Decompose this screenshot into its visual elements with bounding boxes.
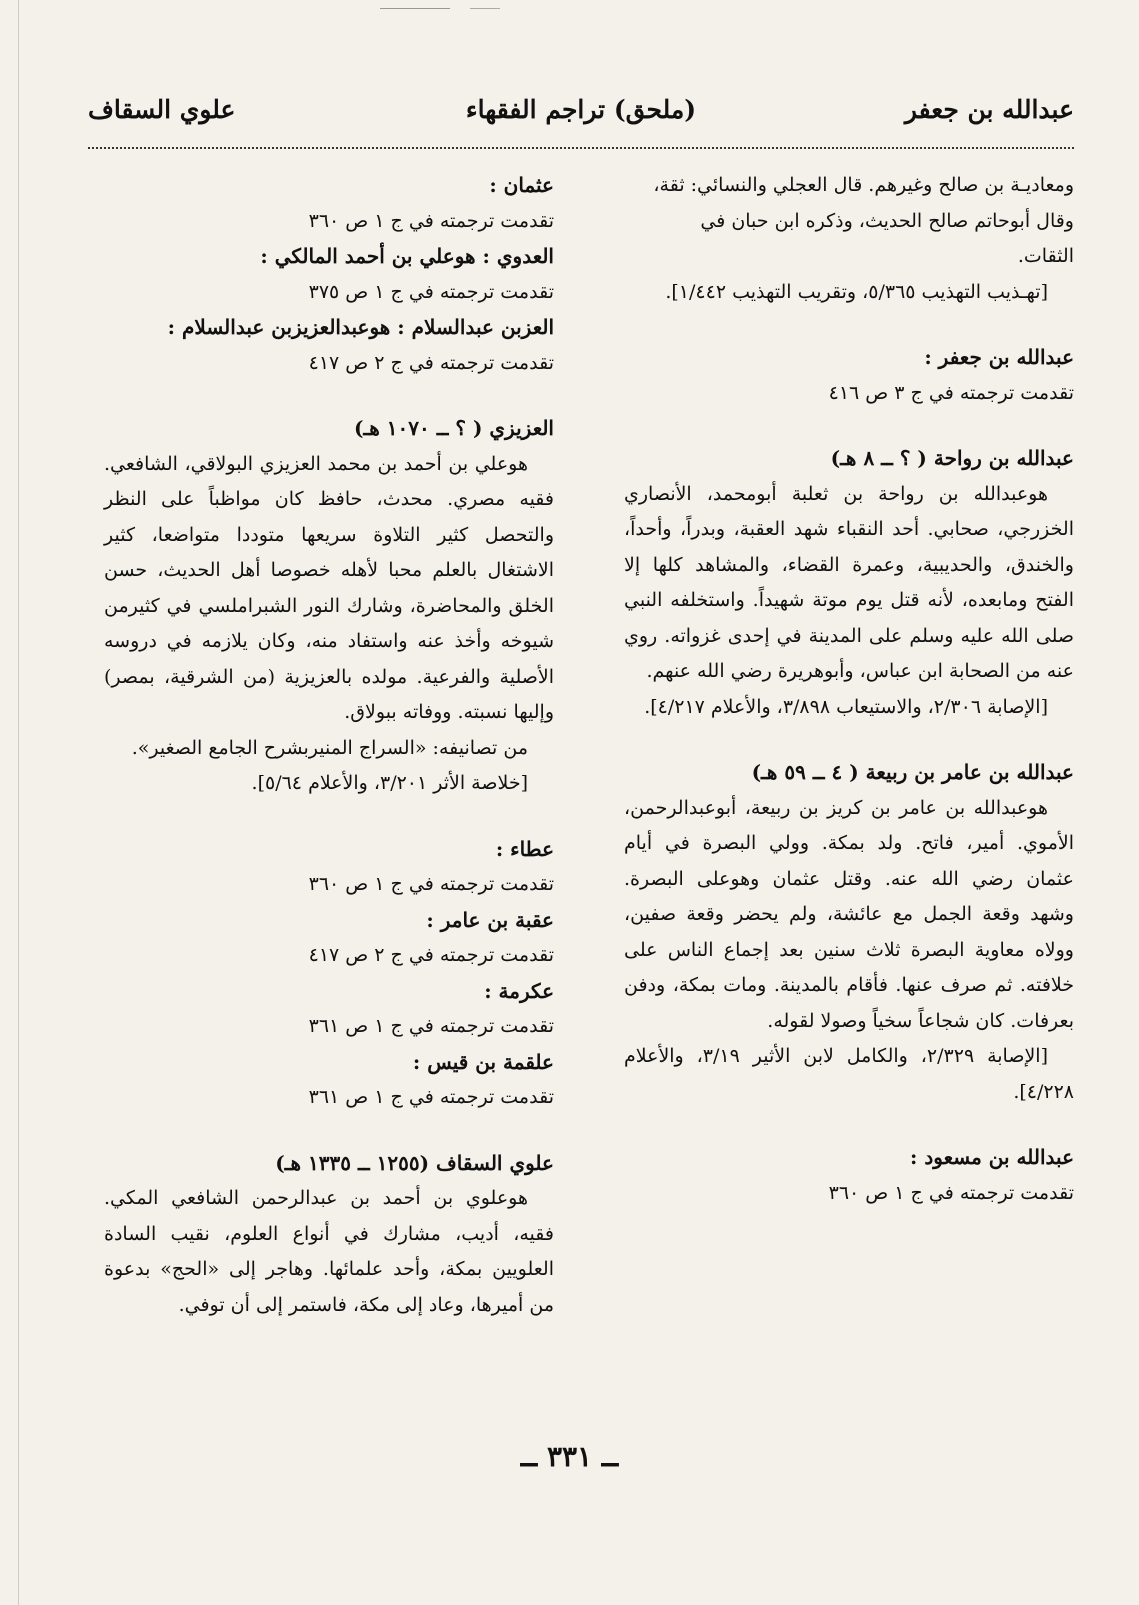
header-left-title: علوي السقاف bbox=[88, 95, 236, 124]
entry-title: العزيزي ( ؟ ــ ١٠٧٠ هـ) bbox=[353, 416, 554, 440]
works-list: من تصانيفه: «السراج المنيربشرح الجامع الصغير». bbox=[131, 736, 528, 759]
cross-reference: تقدمت ترجمته في ج ٢ ص ٤١٧ bbox=[308, 351, 554, 374]
page-number: ــ ٣٣١ ــ bbox=[520, 1440, 619, 1473]
scan-mark bbox=[380, 8, 450, 9]
entry-body: هوعلوي بن أحمد بن عبدالرحمن الشافعي المكي. فقيه، أديب، مشارك في أنواع العلوم، نقيب السادة العلويين بمكة، وأحد علمائها. وهاجر إلى «الحج» بدعوة من أميرها، وعاد إلى مكة، فاستمر إلى أن توفي. bbox=[104, 1187, 554, 1316]
text-line: وقال أبوحاتم صالح الحديث، وذكره ابن حبان في bbox=[700, 209, 1074, 232]
entry-title: عبدالله بن عامر بن ربيعة ( ٤ ــ ٥٩ هـ) bbox=[751, 760, 1074, 784]
biography-entry bbox=[104, 1146, 554, 1324]
biography-entry bbox=[104, 239, 554, 310]
entry-body: هوعلي بن أحمد بن محمد العزيزي البولاقي، الشافعي. فقيه مصري. محدث، حافظ كان مواظباً على النظر والتحصل كثير التلاوة سريعها متوددا متواضعا، كثير الاشتغال بالعلم محبا لأهله خصوصا أهل الحديث، حسن الخلق والمحاضرة، وشارك النور الشبراملسي في كثيرمن شيوخه وأخذ عنه واستفاد منه، وكان يلازمه في دروسه الأصلية والفرعية. مولده بالعزيزية (من الشرقية، بمصر) وإليها نسبته. ووفاته ببولاق. bbox=[104, 452, 554, 723]
reference: [الإصابة ٢/٣٢٩، والكامل لابن الأثير ٣/١٩، والأعلام ٤/٢٢٨]. bbox=[624, 1045, 1074, 1103]
biography-entry bbox=[624, 340, 1074, 411]
cross-reference: تقدمت ترجمته في ج ١ ص ٣٦١ bbox=[308, 1015, 554, 1037]
biography-entry bbox=[104, 411, 554, 802]
cross-reference: تقدمت ترجمته في ج ٣ ص ٤١٦ bbox=[828, 381, 1074, 404]
biography-entry bbox=[104, 974, 554, 1045]
entry-title: العزبن عبدالسلام : هوعبدالعزيزبن عبدالسلام : bbox=[167, 315, 554, 339]
entry-title: عبدالله بن جعفر : bbox=[924, 345, 1074, 369]
biography-entry bbox=[104, 168, 554, 239]
entry-title: العدوي : هوعلي بن أحمد المالكي : bbox=[260, 244, 554, 268]
text-line: الثقات. bbox=[1017, 245, 1074, 267]
entry-title: عثمان : bbox=[489, 173, 554, 197]
cross-reference: تقدمت ترجمته في ج ١ ص ٣٦١ bbox=[308, 1086, 554, 1108]
cross-reference: تقدمت ترجمته في ج ١ ص ٣٦٠ bbox=[308, 873, 554, 895]
entry-title: عبدالله بن مسعود : bbox=[910, 1145, 1074, 1169]
biography-entry bbox=[624, 755, 1074, 1110]
entry-title: عكرمة : bbox=[484, 978, 554, 1003]
left-column bbox=[104, 168, 554, 1323]
biography-entry bbox=[104, 832, 554, 903]
biography-entry bbox=[104, 1045, 554, 1116]
cross-reference: تقدمت ترجمته في ج ٢ ص ٤١٧ bbox=[308, 944, 554, 966]
reference: [تهـذيب التهذيب ٥/٣٦٥، وتقريب التهذيب ١/٤٤٢]. bbox=[665, 280, 1048, 303]
header-center-title: (ملحق) تراجم الفقهاء bbox=[465, 95, 697, 124]
entry-title: علوي السقاف (١٢٥٥ ــ ١٣٣٥ هـ) bbox=[275, 1150, 554, 1175]
page-edge-line bbox=[18, 0, 19, 1605]
biography-entry bbox=[104, 310, 554, 381]
entry-title: عبدالله بن رواحة ( ؟ ــ ٨ هـ) bbox=[830, 446, 1074, 470]
text-line: ومعاديـة بن صالح وغيرهم. قال العجلي والنسائي: ثقة، bbox=[653, 174, 1074, 196]
entry-title: عقبة بن عامر : bbox=[426, 907, 554, 932]
biography-entry bbox=[104, 903, 554, 974]
cross-reference: تقدمت ترجمته في ج ١ ص ٣٦٠ bbox=[308, 209, 554, 232]
biography-entry bbox=[624, 441, 1074, 725]
entry-body: هوعبدالله بن عامر بن كريز بن ربيعة، أبوعبدالرحمن، الأموي. أمير، فاتح. ولد بمكة. وولي البصرة في أيام عثمان رضي الله عنه. وقتل عثمان وهوعلى البصرة. وشهد وقعة الجمل مع عائشة، ولم يحضر وقعة صفين، وولاه معاوية البصرة ثلاث سنين بعد إجماع الناس على خلافته. ثم صرف عنها. فأقام بالمدينة. ومات بمكة، ودفن بعرفات. كان شجاعاً سخياً وصولا لقوله. bbox=[624, 796, 1074, 1032]
entry-title: علقمة بن قيس : bbox=[412, 1049, 554, 1074]
cross-reference: تقدمت ترجمته في ج ١ ص ٣٦٠ bbox=[828, 1181, 1074, 1204]
continued-entry bbox=[624, 168, 1074, 310]
right-column bbox=[624, 168, 1074, 1211]
cross-reference: تقدمت ترجمته في ج ١ ص ٣٧٥ bbox=[308, 280, 554, 303]
header-divider bbox=[88, 147, 1074, 149]
header-right-title: عبدالله بن جعفر bbox=[904, 95, 1074, 124]
entry-body: هوعبدالله بن رواحة بن ثعلبة أبومحمد، الأنصاري الخزرجي، صحابي. أحد النقباء شهد العقبة، وبدراً، وأحداً، والخندق، والحديبية، وعمرة القضاء، والمشاهد كلها إلا الفتح ومابعده، لأنه قتل يوم موتة شهيداً. واستخلفه النبي صلى الله عليه وسلم على المدينة في إحدى غزواته. روي عنه من الصحابة ابن عباس، وأبوهريرة رضي الله عنهم. bbox=[624, 482, 1074, 682]
biography-entry bbox=[624, 1140, 1074, 1211]
running-header bbox=[88, 95, 1074, 135]
entry-title: عطاء : bbox=[495, 836, 554, 861]
scan-mark bbox=[470, 8, 500, 9]
reference: [الإصابة ٢/٣٠٦، والاستيعاب ٣/٨٩٨، والأعلام ٤/٢١٧]. bbox=[644, 695, 1048, 718]
reference: [خلاصة الأثر ٣/٢٠١، والأعلام ٥/٦٤]. bbox=[251, 772, 528, 794]
